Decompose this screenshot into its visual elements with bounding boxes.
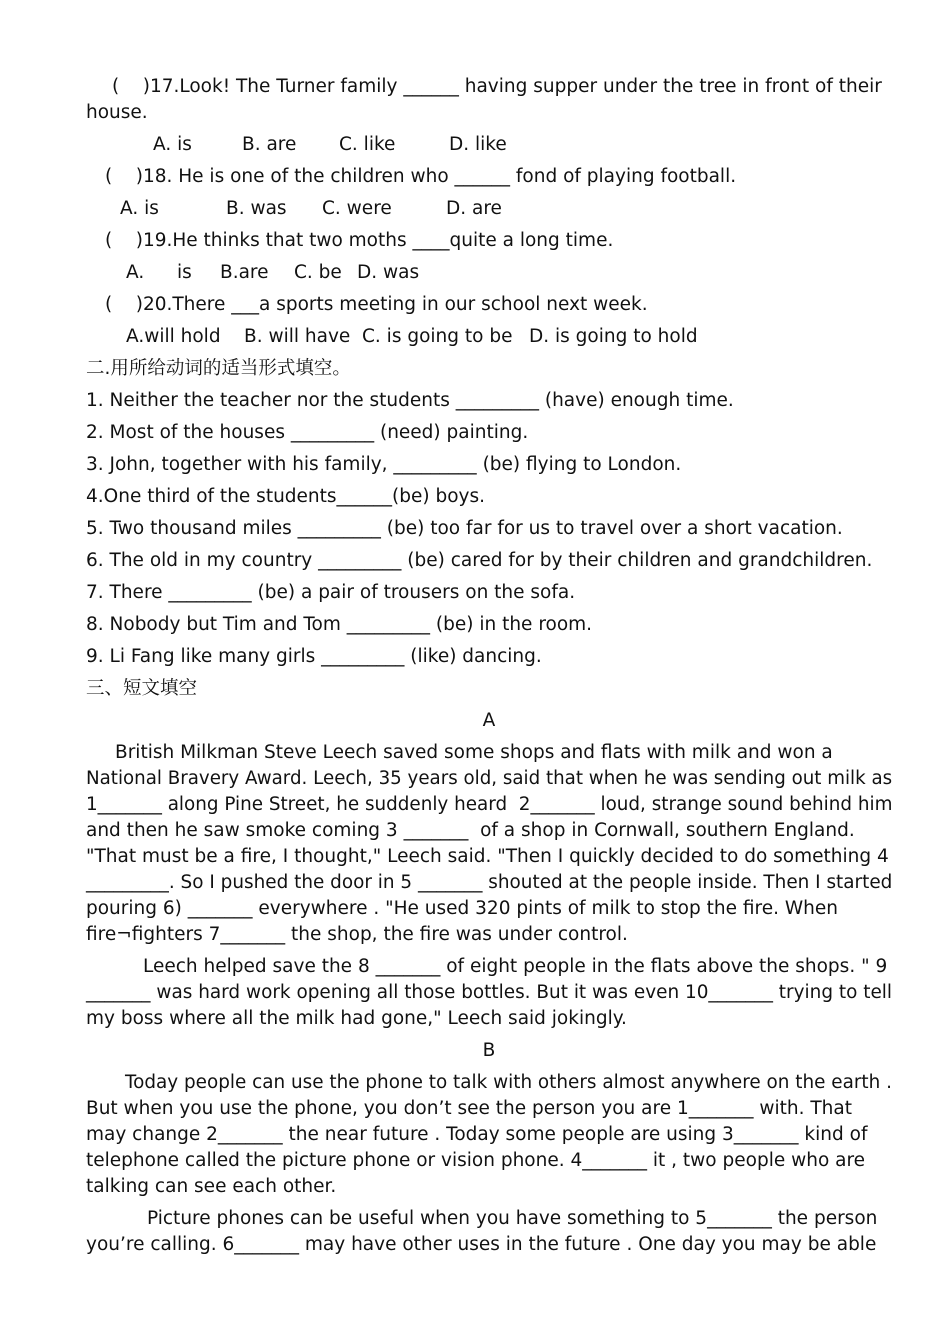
fill-in-item: 9. Li Fang like many girls _________ (like) dancing. [86, 646, 542, 667]
option: D. are [446, 198, 502, 219]
fill-in-item: 1. Neither the teacher nor the students _________ (have) enough time. [86, 390, 734, 411]
option: C. be [294, 262, 342, 283]
option: A. [126, 262, 145, 283]
text-line: But when you use the phone, you don’t see the person you are 1_______ with. That [86, 1098, 852, 1119]
text-line: National Bravery Award. Leech, 35 years old, said that when he was sending out milk as [86, 768, 893, 789]
question-18: ( )18. He is one of the children who ______ fond of playing football. [105, 166, 737, 187]
text-line: Picture phones can be useful when you have something to 5_______ the person [147, 1208, 878, 1229]
option: A. is [153, 134, 192, 155]
option: C. like [339, 134, 396, 155]
option: B. was [226, 198, 287, 219]
text-line: you’re calling. 6_______ may have other uses in the future . One day you may be able [86, 1234, 877, 1255]
option: B. will have [244, 326, 351, 347]
option: D. is going to hold [529, 326, 698, 347]
fill-in-item: 5. Two thousand miles _________ (be) too far for us to travel over a short vacation. [86, 518, 843, 539]
option: B.are [220, 262, 269, 283]
passage-b-title: B [482, 1040, 496, 1061]
text-line: my boss where all the milk had gone," Leech said jokingly. [86, 1008, 627, 1029]
fill-in-item: 2. Most of the houses _________ (need) painting. [86, 422, 529, 443]
option: D. was [357, 262, 420, 283]
section-3-heading: 三、短文填空 [86, 678, 198, 699]
passage-a-title: A [482, 710, 496, 731]
text-line: Leech helped save the 8 _______ of eight people in the flats above the shops. " 9 [143, 956, 888, 977]
text-line: _________. So I pushed the door in 5 _______ shouted at the people inside. Then I started [86, 872, 893, 893]
fill-in-item: 3. John, together with his family, _________ (be) flying to London. [86, 454, 682, 475]
option: D. like [449, 134, 507, 155]
text-line: Today people can use the phone to talk with others almost anywhere on the earth . [125, 1072, 892, 1093]
fill-in-item: 4.One third of the students______(be) boys. [86, 486, 486, 507]
option: A.will hold [126, 326, 221, 347]
question-20: ( )20.There ___a sports meeting in our school next week. [105, 294, 648, 315]
option: is [177, 262, 192, 283]
text-line: and then he saw smoke coming 3 _______ of a shop in Cornwall, southern England. [86, 820, 855, 841]
text-line: pouring 6) _______ everywhere . "He used 320 pints of milk to stop the fire. When [86, 898, 838, 919]
fill-in-item: 8. Nobody but Tim and Tom _________ (be) in the room. [86, 614, 593, 635]
text-line: talking can see each other. [86, 1176, 337, 1197]
text-line: "That must be a fire, I thought," Leech said. "Then I quickly decided to do something 4 [86, 846, 889, 867]
text-line: _______ was hard work opening all those bottles. But it was even 10_______ trying to tell [86, 982, 893, 1003]
text-line: may change 2_______ the near future . Today some people are using 3_______ kind of [86, 1124, 868, 1145]
question-17: ( )17.Look! The Turner family ______ having supper under the tree in front of their [112, 76, 882, 97]
question-19: ( )19.He thinks that two moths ____quite a long time. [105, 230, 614, 251]
fill-in-item: 7. There _________ (be) a pair of trousers on the sofa. [86, 582, 576, 603]
text-line: telephone called the picture phone or vision phone. 4_______ it , two people who are [86, 1150, 866, 1171]
question-17-continued: house. [86, 102, 148, 123]
section-2-heading: 二.用所给动词的适当形式填空。 [86, 358, 351, 379]
fill-in-item: 6. The old in my country _________ (be) cared for by their children and grandchildren. [86, 550, 873, 571]
text-line: 1_______ along Pine Street, he suddenly heard 2_______ loud, strange sound behind him [86, 794, 893, 815]
option: A. is [120, 198, 159, 219]
option: B. are [242, 134, 297, 155]
option: C. were [322, 198, 392, 219]
text-line: British Milkman Steve Leech saved some shops and flats with milk and won a [115, 742, 833, 763]
text-line: fire¬fighters 7_______ the shop, the fire was under control. [86, 924, 628, 945]
option: C. is going to be [362, 326, 513, 347]
